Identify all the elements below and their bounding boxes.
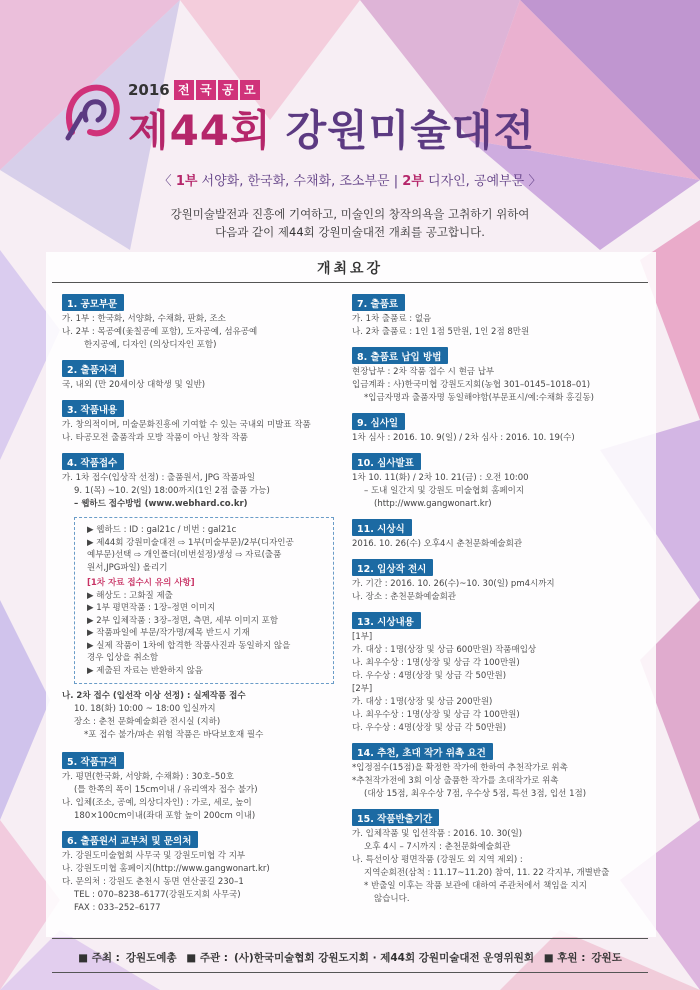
text-line: 180×100cm이내(좌대 포함 높이 200cm 이내) [74, 811, 256, 821]
section [62, 750, 344, 823]
division1-label: 1부 [175, 174, 198, 189]
divisions-subtitle [0, 170, 700, 189]
section [352, 345, 650, 405]
divider [52, 938, 648, 939]
intro-text [0, 205, 700, 241]
text-line: (틀 한쪽의 폭이 15cm이내 / 유리액자 접수 불가) [74, 785, 258, 795]
text-line: 1차 10. 11(화) / 2차 10. 21(금) : 오전 10:00 [352, 473, 529, 483]
right-sections [352, 292, 650, 906]
section [352, 741, 650, 801]
text-line: 나. 특선이상 평면작품 (강원도 외 지역 제외) : [352, 855, 523, 865]
section-heading: 3. 작품내용 [62, 400, 124, 417]
text-line: 가. 1차 접수(입상작 선정) : 출품원서, JPG 작품파일 [62, 473, 256, 483]
section-heading: 12. 입상작 전시 [352, 559, 433, 576]
text-line: [1부] [352, 632, 373, 642]
host-label: ■ 주최 : [78, 952, 120, 964]
text-line: ▶ 제출된 자료는 반환하지 않음 [87, 665, 203, 676]
badge-char: 모 [240, 80, 260, 100]
section-heading: 5. 작품규격 [62, 752, 124, 769]
section-heading: 13. 시상내용 [352, 612, 421, 629]
text-line: 가. 대상 : 1명(상장 및 상금 200만원) [352, 697, 493, 707]
footer-credits [0, 950, 700, 965]
text-line: 나. 타공모전 출품작과 모방 작품이 아닌 창작 작품 [62, 433, 248, 443]
section-heading: 15. 작품반출기간 [352, 809, 439, 826]
text-line: 가. 입체작품 및 입선작품 : 2016. 10. 30(일) [352, 829, 523, 839]
text-line: 나. 최우수상 : 1명(상장 및 상금 각 100만원) [352, 710, 520, 720]
outline-heading: 개최요강 [316, 261, 384, 277]
text-line: 1차 심사 : 2016. 10. 9(일) / 2차 심사 : 2016. 10. 19(수) [352, 433, 575, 443]
division-separator: | [389, 174, 403, 189]
text-line: ▶ 2부 입체작품 : 3장–정면, 측면, 세부 이미지 포함 [87, 615, 279, 626]
section [352, 411, 650, 445]
text-line: ▶ 웹하드 : ID : gal21c / 비번 : gal21c [87, 525, 237, 535]
text-line: 나. 입체(조소, 공예, 의상디자인) : 가로, 세로, 높이 [62, 798, 252, 808]
section-heading: 1. 공모부문 [62, 294, 124, 311]
text-line: 가. 창의적이며, 미술문화진흥에 기여할 수 있는 국내외 미발표 작품 [62, 420, 311, 430]
division1-items: 서양화, 한국화, 수채화, 조소부문 [197, 174, 390, 189]
text-line: 나. 장소 : 춘천문화예술회관 [352, 592, 456, 602]
organizer-name: (사)한국미술협회 강원도지회 · 제44회 강원미술대전 운영위원회 [233, 952, 535, 964]
right-column [352, 292, 650, 912]
text-line: 나. 2차 출품료 : 1인 1점 5만원, 1인 2점 8만원 [352, 327, 530, 337]
caution-list [87, 590, 325, 678]
host-name: 강원도예총 [125, 952, 177, 964]
text-line: – 도내 일간지 및 강원도 미술협회 홈페이지 [364, 486, 525, 496]
text-line: *입정점수(15점)을 확정한 작가에 한하여 추천작가로 위촉 [352, 763, 568, 773]
badge-char: 공 [218, 80, 238, 100]
text-line: 나. 최우수상 : 1명(상장 및 상금 각 100만원) [352, 658, 520, 668]
gangwon-art-logo-icon [62, 74, 124, 144]
section-heading: 8. 출품료 납입 방법 [352, 347, 448, 364]
text-line: 경우 입상을 취소함 [87, 653, 159, 663]
text-line: 나. 강원도미협 홈페이지(http://www.gangwonart.kr) [62, 864, 270, 874]
text-line: ▶ 작품파일에 부문/작가명/제목 반드시 기재 [87, 628, 250, 638]
section-heading: 10. 심사발표 [352, 453, 421, 470]
text-line: 나. 2부 : 목공예(옻칠공예 포함), 도자공예, 섬유공예 [62, 327, 258, 337]
section [352, 610, 650, 735]
section [352, 451, 650, 511]
text-line: 2016. 10. 26(수) 오후4시 춘천문화예술회관 [352, 539, 523, 549]
left-sections [62, 292, 344, 511]
text-line: 가. 평면(한국화, 서양화, 수채화) : 30호–50호 [62, 772, 234, 782]
year-row [128, 80, 262, 100]
footer [0, 938, 700, 990]
text-line: 가. 1부 : 한국화, 서양화, 수채화, 판화, 조소 [62, 314, 226, 324]
text-line: ▶ 해상도 : 고화질 제출 [87, 590, 173, 601]
division2-items: 디자인, 공예부문 [423, 174, 525, 189]
section-heading: 2. 출품자격 [62, 360, 124, 377]
bracket-close: 〉 [524, 174, 542, 189]
badge-char: 전 [174, 80, 194, 100]
divider [52, 282, 648, 283]
text-line: 9. 1(목) ~10. 2(일) 18:00까지(1인 2점 출품 가능) [74, 486, 270, 496]
text-line: ▶ 실제 작품이 1차에 합격한 작품사진과 동일하지 않을 [87, 640, 291, 651]
text-line: 나. 2차 접수 (입선작 이상 선정) : 실제작품 접수 [62, 691, 246, 701]
text-line: 다. 문의처 : 강원도 춘천시 동면 연산골길 230–1 [62, 877, 244, 887]
title-event: 강원미술대전 [285, 106, 536, 155]
divider [52, 972, 648, 973]
text-line: *입금자명과 출품자명 동일해야함(부문표시/예:수채화 홍길동) [364, 393, 594, 403]
sponsor-label: ■ 후원 : [543, 952, 586, 964]
text-line: 가. 강원도미술협회 사무국 및 강원도미협 각 지부 [62, 851, 246, 861]
section-heading: 4. 작품접수 [62, 453, 124, 470]
section [62, 292, 344, 352]
bracket-open: 〈 [158, 174, 176, 189]
text-line: 입금계좌 : 사)한국미협 강원도지회(농협 301–0145–1018–01) [352, 380, 591, 390]
section [352, 292, 650, 339]
left-column [62, 292, 344, 921]
text-line: * 반출일 이후는 작품 보관에 대하여 주관처에서 책임을 지지 [364, 881, 587, 891]
section-heading: 6. 출품원서 교부처 및 문의처 [62, 831, 198, 848]
text-line: 한지공예, 디자인 (의상디자인 포함) [84, 340, 217, 350]
left-sections-2 [62, 750, 344, 915]
text-line: *포 접수 불가/파손 위험 작품은 바닥보호재 필수 [84, 730, 264, 740]
section [352, 557, 650, 604]
text-line: ▶ 제44회 강원미술대전 ⇨ 1부(미술부문)/2부(디자인공 [87, 537, 294, 548]
webhard-notice-box [74, 517, 334, 684]
header [0, 0, 700, 250]
year-text: 2016 [128, 81, 170, 99]
section [62, 829, 344, 915]
section [62, 398, 344, 445]
title-ordinal: 제44회 [128, 106, 272, 155]
text-line: 가. 1차 출품료 : 없음 [352, 314, 432, 324]
text-line: [2부] [352, 684, 373, 694]
sponsor-name: 강원도 [591, 952, 622, 964]
second-submission [62, 690, 344, 742]
section-heading: 14. 추천, 초대 작가 위촉 요건 [352, 743, 493, 760]
text-line: 않습니다. [374, 894, 410, 904]
text-line: 가. 대상 : 1명(상장 및 상금 600만원) 작품매입상 [352, 645, 537, 655]
notice-steps [87, 524, 325, 574]
caution-title: [1차 자료 접수시 유의 사항] [87, 578, 195, 588]
text-line: 가. 기간 : 2016. 10. 26(수)~10. 30(일) pm4시까지 [352, 579, 555, 589]
section [62, 358, 344, 392]
badge-char: 국 [196, 80, 216, 100]
section-heading: 7. 출품료 [352, 294, 405, 311]
section-heading: 11. 시상식 [352, 519, 412, 536]
text-line: 예부문)선택 ⇨ 개인폴더(비번설정)생성 ⇨ 자료(출품 [87, 550, 282, 560]
text-line: (http://www.gangwonart.kr) [374, 499, 492, 509]
nationwide-contest-badge [174, 80, 262, 100]
section-heading: 9. 심사일 [352, 413, 405, 430]
section [352, 807, 650, 906]
text-line: 국, 내외 (만 20세이상 대학생 및 일반) [62, 380, 206, 390]
text-line: 10. 18(화) 10:00 ~ 18:00 입실까지 [74, 704, 216, 714]
intro-line: 강원미술발전과 진흥에 기여하고, 미술인의 창작의욕을 고취하기 위하여 [170, 207, 530, 221]
text-line: 원서,JPG파일) 올리기 [87, 562, 168, 573]
text-line: *추천작가전에 3회 이상 출품한 작가를 초대작가로 위촉 [352, 776, 559, 786]
text-line: 지역순회전(삼척 : 11.17~11.20) 참여, 11. 22 각지부, 개별반출 [364, 868, 610, 878]
text-line: 현장납부 : 2차 작품 접수 시 현금 납부 [352, 367, 495, 377]
text-line: 오후 4시 – 7시까지 : 춘천문화예술회관 [364, 842, 511, 852]
text-line: 장소 : 춘천 문화예술회관 전시실 (지하) [74, 717, 221, 727]
text-line: – 웹하드 접수방법 (www.webhard.co.kr) [74, 499, 248, 509]
division2-label: 2부 [402, 174, 424, 189]
section [352, 517, 650, 551]
text-line: 다. 우수상 : 4명(상장 및 상금 각 50만원) [352, 723, 507, 733]
text-line: (대상 15점, 최우수상 7점, 우수상 5점, 특선 3점, 입선 1점) [364, 789, 587, 799]
page-title [128, 98, 535, 158]
text-line: 다. 우수상 : 4명(상장 및 상금 각 50만원) [352, 671, 507, 681]
intro-line: 다음과 같이 제44회 강원미술대전 개최를 공고합니다. [215, 225, 485, 239]
text-line: FAX : 033–252–6177 [74, 903, 161, 913]
text-line: TEL : 070–8238–6177(강원도지회 사무국) [74, 890, 241, 900]
organizer-label: ■ 주관 : [186, 952, 228, 964]
text-line: ▶ 1부 평면작품 : 1장–정면 이미지 [87, 603, 216, 613]
section [62, 451, 344, 511]
